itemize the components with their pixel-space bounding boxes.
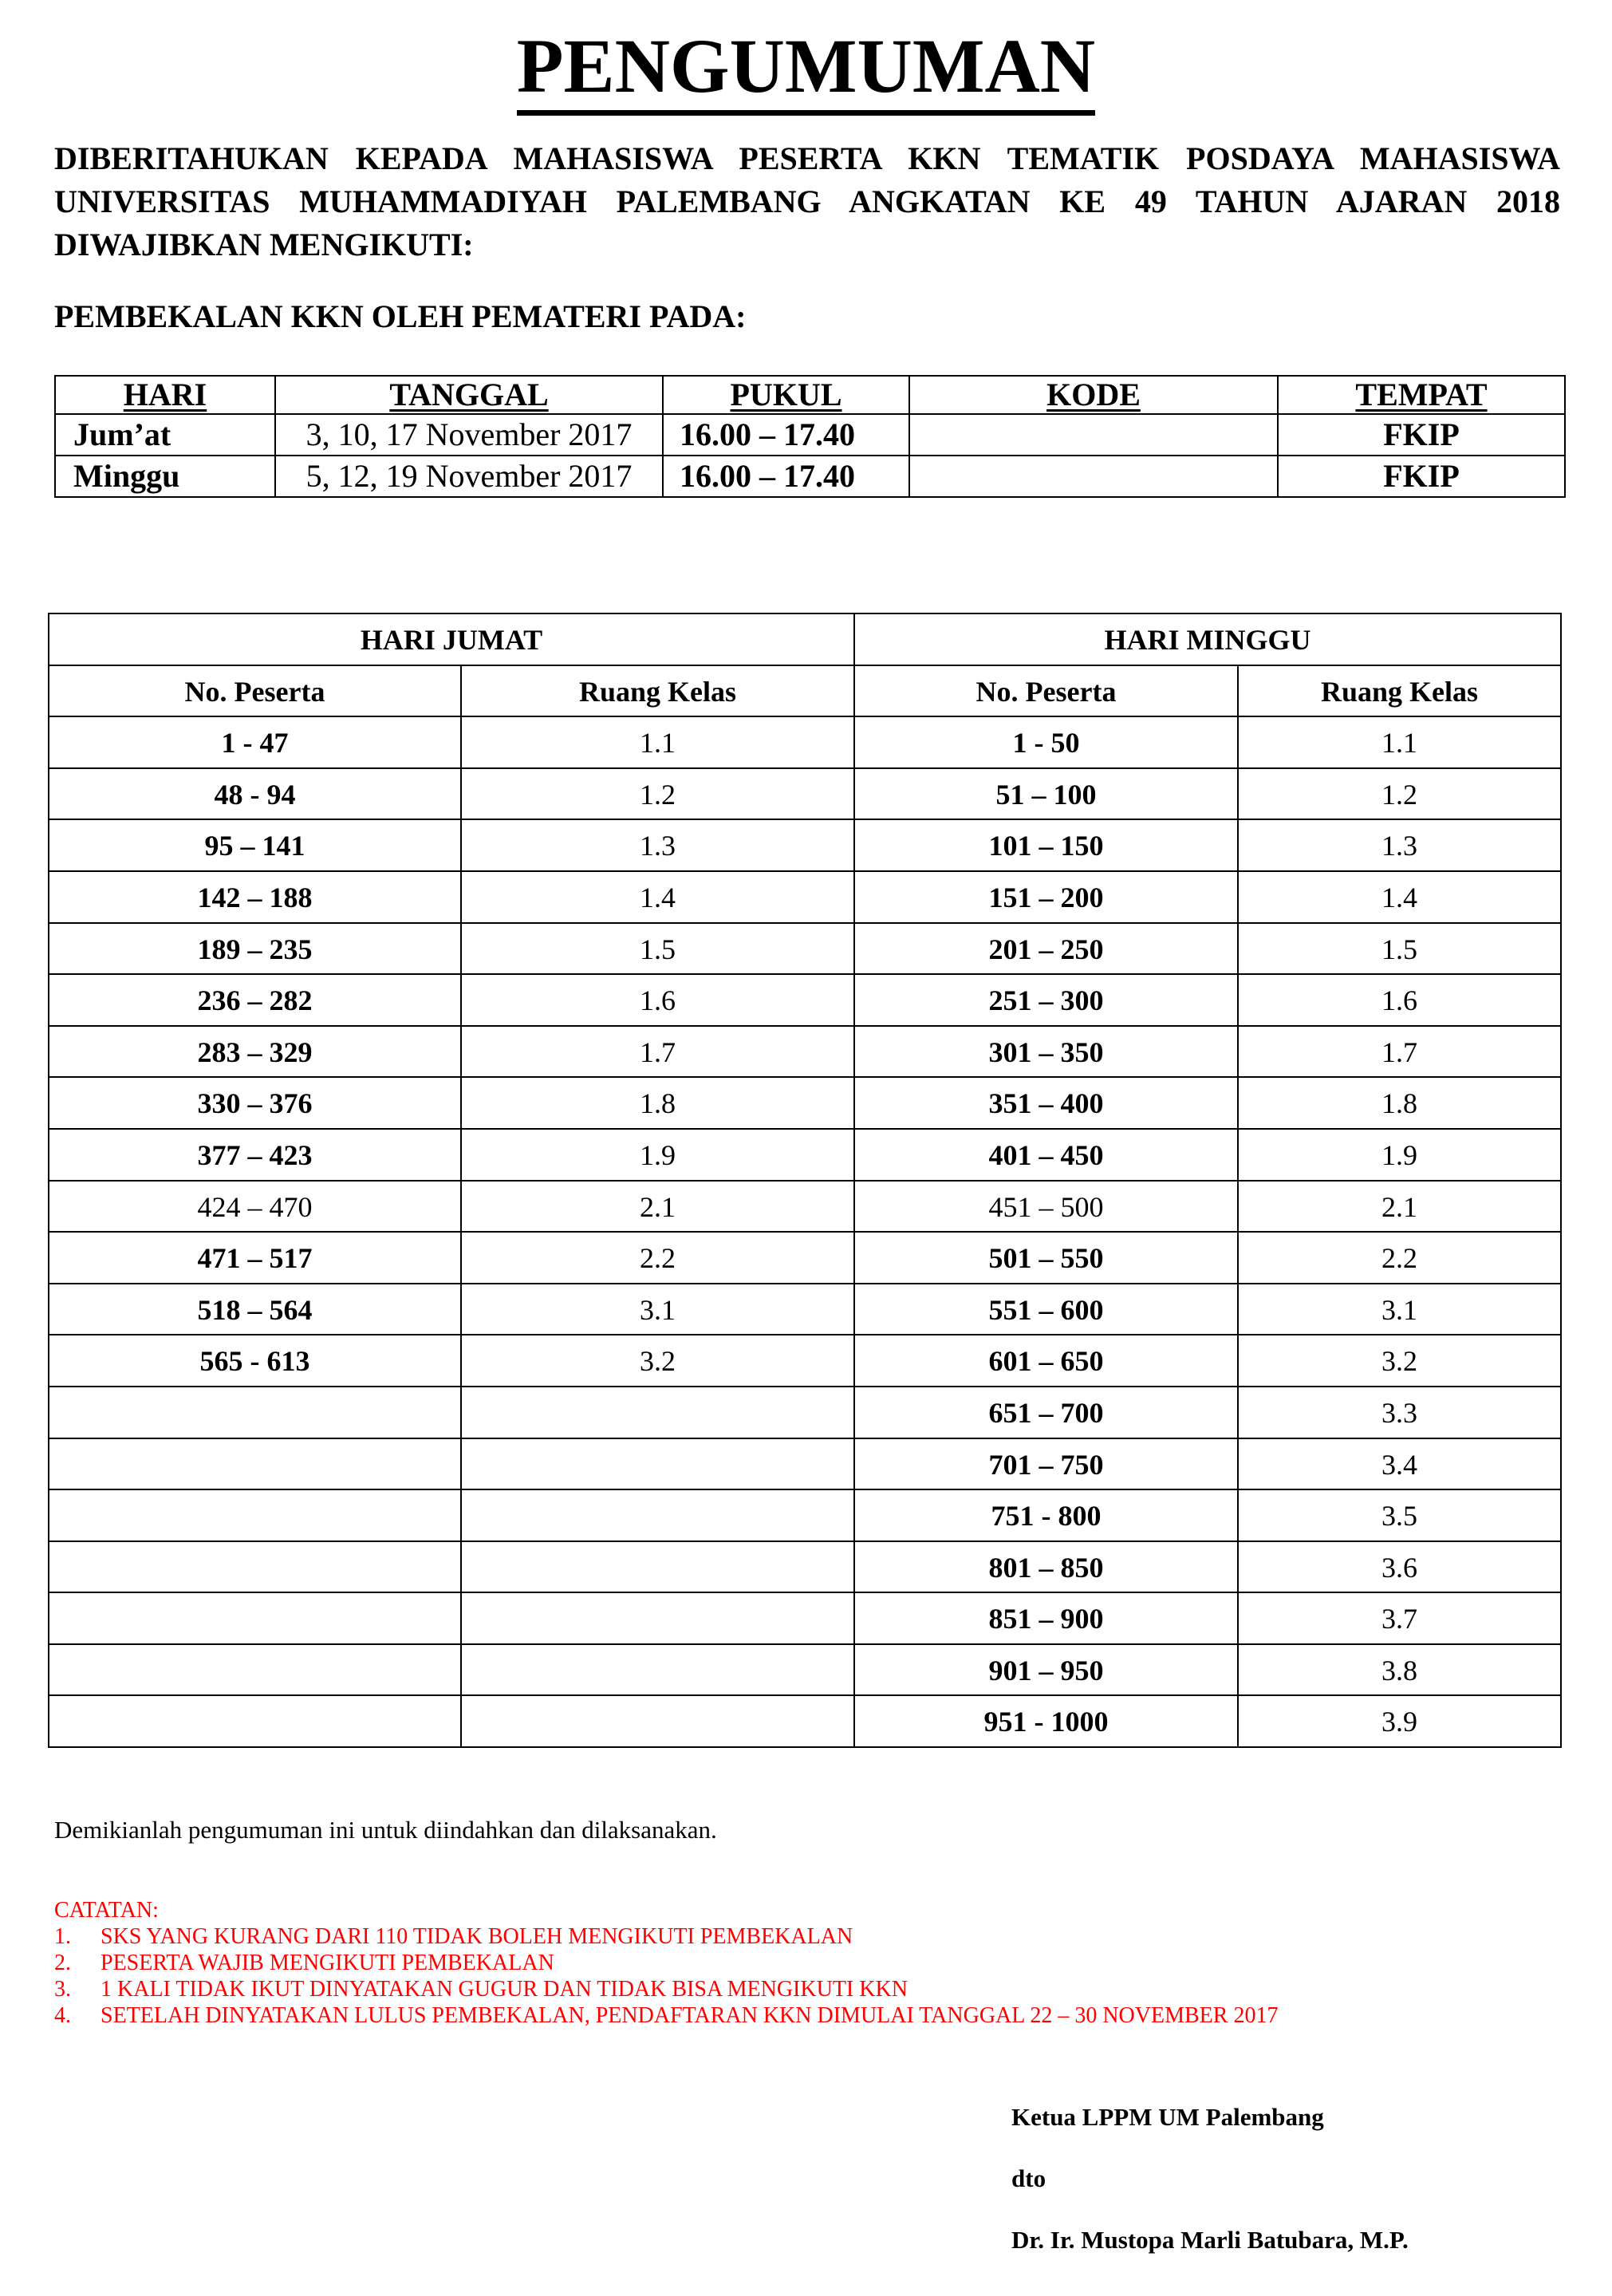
minggu-ruang-kelas: 3.9 — [1238, 1695, 1561, 1747]
minggu-ruang-kelas: 1.5 — [1238, 923, 1561, 975]
minggu-no-peserta: 751 - 800 — [854, 1489, 1238, 1541]
jumat-no-peserta — [49, 1541, 461, 1593]
jumat-ruang-kelas: 1.5 — [461, 923, 854, 975]
minggu-no-peserta: 801 – 850 — [854, 1541, 1238, 1593]
table-row — [49, 819, 1561, 871]
rooms-table — [48, 613, 1562, 1748]
jumat-ruang-kelas — [461, 1541, 854, 1593]
minggu-ruang-kelas: 3.7 — [1238, 1592, 1561, 1644]
minggu-no-peserta: 701 – 750 — [854, 1438, 1238, 1490]
schedule-header-row — [55, 376, 1565, 414]
minggu-no-peserta: 351 – 400 — [854, 1077, 1238, 1129]
minggu-no-peserta: 151 – 200 — [854, 871, 1238, 923]
jumat-ruang-kelas: 1.1 — [461, 716, 854, 768]
schedule-kode — [909, 456, 1278, 497]
note-item: 1. SKS YANG KURANG DARI 110 TIDAK BOLEH MENGIKUTI PEMBEKALAN — [54, 1924, 853, 1949]
minggu-ruang-kelas: 3.5 — [1238, 1489, 1561, 1541]
schedule-tempat: FKIP — [1278, 456, 1565, 497]
header-pukul: PUKUL — [663, 376, 909, 414]
jumat-no-peserta: 48 - 94 — [49, 768, 461, 820]
minggu-no-peserta: 51 – 100 — [854, 768, 1238, 820]
signature-note: dto — [1011, 2164, 1046, 2192]
rooms-group-header-row — [49, 613, 1561, 665]
note-item: 3. 1 KALI TIDAK IKUT DINYATAKAN GUGUR DAN TIDAK BISA MENGIKUTI KKN — [54, 1977, 908, 2002]
jumat-ruang-kelas: 3.1 — [461, 1284, 854, 1335]
jumat-ruang-kelas — [461, 1695, 854, 1747]
group-header-jumat: HARI JUMAT — [49, 613, 854, 665]
schedule-row — [55, 456, 1565, 497]
intro-paragraph: DIBERITAHUKAN KEPADA MAHASISWA PESERTA KKN TEMATIK POSDAYA MAHASISWA UNIVERSITAS MUHAMMADIYAH PALEMBANG ANGKATAN KE 49 TAHUN AJARAN 2018 DIWAJIBKAN MENGIKUTI: — [54, 140, 1560, 262]
jumat-no-peserta: 95 – 141 — [49, 819, 461, 871]
jumat-no-peserta — [49, 1387, 461, 1438]
minggu-ruang-kelas: 3.3 — [1238, 1387, 1561, 1438]
subheading: PEMBEKALAN KKN OLEH PEMATERI PADA: — [54, 298, 747, 334]
minggu-no-peserta: 201 – 250 — [854, 923, 1238, 975]
header-tanggal: TANGGAL — [275, 376, 663, 414]
table-row — [49, 1232, 1561, 1284]
minggu-ruang-kelas: 1.1 — [1238, 716, 1561, 768]
notes-heading: CATATAN: — [54, 1898, 159, 1923]
schedule-pukul: 16.00 – 17.40 — [663, 456, 909, 497]
minggu-ruang-kelas: 1.4 — [1238, 871, 1561, 923]
minggu-ruang-kelas: 1.8 — [1238, 1077, 1561, 1129]
jumat-no-peserta: 330 – 376 — [49, 1077, 461, 1129]
table-row — [49, 1077, 1561, 1129]
schedule-tempat: FKIP — [1278, 414, 1565, 456]
jumat-no-peserta — [49, 1695, 461, 1747]
minggu-no-peserta: 251 – 300 — [854, 974, 1238, 1026]
jumat-ruang-kelas: 1.3 — [461, 819, 854, 871]
closing-statement: Demikianlah pengumuman ini untuk diindahkan dan dilaksanakan. — [54, 1816, 717, 1844]
jumat-no-peserta: 1 - 47 — [49, 716, 461, 768]
minggu-ruang-kelas: 3.1 — [1238, 1284, 1561, 1335]
jumat-no-peserta: 471 – 517 — [49, 1232, 461, 1284]
jumat-ruang-kelas: 1.4 — [461, 871, 854, 923]
table-row — [49, 1129, 1561, 1181]
jumat-no-peserta — [49, 1438, 461, 1490]
col-header-minggu-room: Ruang Kelas — [1238, 665, 1561, 717]
minggu-no-peserta: 601 – 650 — [854, 1335, 1238, 1387]
jumat-no-peserta: 424 – 470 — [49, 1181, 461, 1233]
note-item: 2. PESERTA WAJIB MENGIKUTI PEMBEKALAN — [54, 1951, 554, 1975]
jumat-ruang-kelas: 2.1 — [461, 1181, 854, 1233]
jumat-ruang-kelas: 1.2 — [461, 768, 854, 820]
minggu-no-peserta: 551 – 600 — [854, 1284, 1238, 1335]
jumat-no-peserta: 283 – 329 — [49, 1026, 461, 1078]
jumat-ruang-kelas: 2.2 — [461, 1232, 854, 1284]
minggu-ruang-kelas: 3.2 — [1238, 1335, 1561, 1387]
minggu-no-peserta: 1 - 50 — [854, 716, 1238, 768]
minggu-no-peserta: 401 – 450 — [854, 1129, 1238, 1181]
table-row — [49, 1387, 1561, 1438]
minggu-no-peserta: 851 – 900 — [854, 1592, 1238, 1644]
minggu-no-peserta: 501 – 550 — [854, 1232, 1238, 1284]
schedule-tanggal: 3, 10, 17 November 2017 — [275, 414, 663, 456]
signature-position: Ketua LPPM UM Palembang — [1011, 2103, 1324, 2131]
header-hari: HARI — [55, 376, 275, 414]
minggu-no-peserta: 651 – 700 — [854, 1387, 1238, 1438]
minggu-ruang-kelas: 1.3 — [1238, 819, 1561, 871]
jumat-no-peserta — [49, 1489, 461, 1541]
table-row — [49, 768, 1561, 820]
jumat-no-peserta: 377 – 423 — [49, 1129, 461, 1181]
table-row — [49, 1489, 1561, 1541]
jumat-ruang-kelas: 1.9 — [461, 1129, 854, 1181]
jumat-no-peserta: 565 - 613 — [49, 1335, 461, 1387]
jumat-ruang-kelas — [461, 1438, 854, 1490]
table-row — [49, 1026, 1561, 1078]
table-row — [49, 923, 1561, 975]
jumat-no-peserta — [49, 1644, 461, 1696]
minggu-ruang-kelas: 1.9 — [1238, 1129, 1561, 1181]
table-row — [49, 974, 1561, 1026]
header-kode: KODE — [909, 376, 1278, 414]
minggu-ruang-kelas: 1.7 — [1238, 1026, 1561, 1078]
schedule-kode — [909, 414, 1278, 456]
col-header-jumat-no: No. Peserta — [49, 665, 461, 717]
minggu-no-peserta: 451 – 500 — [854, 1181, 1238, 1233]
table-row — [49, 1438, 1561, 1490]
table-row — [49, 1644, 1561, 1696]
schedule-pukul: 16.00 – 17.40 — [663, 414, 909, 456]
schedule-hari: Jum’at — [55, 414, 275, 456]
table-row — [49, 1695, 1561, 1747]
schedule-hari: Minggu — [55, 456, 275, 497]
schedule-row — [55, 414, 1565, 456]
jumat-no-peserta: 142 – 188 — [49, 871, 461, 923]
table-row — [49, 1592, 1561, 1644]
jumat-ruang-kelas: 1.8 — [461, 1077, 854, 1129]
minggu-ruang-kelas: 2.2 — [1238, 1232, 1561, 1284]
jumat-ruang-kelas — [461, 1489, 854, 1541]
minggu-no-peserta: 301 – 350 — [854, 1026, 1238, 1078]
header-tempat: TEMPAT — [1278, 376, 1565, 414]
group-header-minggu: HARI MINGGU — [854, 613, 1561, 665]
col-header-minggu-no: No. Peserta — [854, 665, 1238, 717]
notes-section — [54, 1897, 1278, 2029]
jumat-ruang-kelas — [461, 1387, 854, 1438]
jumat-ruang-kelas: 1.6 — [461, 974, 854, 1026]
jumat-ruang-kelas: 3.2 — [461, 1335, 854, 1387]
jumat-ruang-kelas: 1.7 — [461, 1026, 854, 1078]
col-header-jumat-room: Ruang Kelas — [461, 665, 854, 717]
jumat-no-peserta: 518 – 564 — [49, 1284, 461, 1335]
schedule-table — [54, 375, 1566, 498]
minggu-ruang-kelas: 3.4 — [1238, 1438, 1561, 1490]
jumat-ruang-kelas — [461, 1644, 854, 1696]
table-row — [49, 716, 1561, 768]
minggu-ruang-kelas: 1.6 — [1238, 974, 1561, 1026]
jumat-no-peserta: 236 – 282 — [49, 974, 461, 1026]
minggu-no-peserta: 951 - 1000 — [854, 1695, 1238, 1747]
note-item: 4. SETELAH DINYATAKAN LULUS PEMBEKALAN, PENDAFTARAN KKN DIMULAI TANGGAL 22 – 30 NOVEMBER 2017 — [54, 2003, 1279, 2028]
minggu-no-peserta: 901 – 950 — [854, 1644, 1238, 1696]
minggu-no-peserta: 101 – 150 — [854, 819, 1238, 871]
table-row — [49, 1181, 1561, 1233]
minggu-ruang-kelas: 3.8 — [1238, 1644, 1561, 1696]
jumat-no-peserta — [49, 1592, 461, 1644]
jumat-no-peserta: 189 – 235 — [49, 923, 461, 975]
page-title: PENGUMUMAN — [0, 22, 1612, 110]
minggu-ruang-kelas: 2.1 — [1238, 1181, 1561, 1233]
table-row — [49, 1284, 1561, 1335]
table-row — [49, 871, 1561, 923]
rooms-col-header-row — [49, 665, 1561, 717]
table-row — [49, 1335, 1561, 1387]
table-row — [49, 1541, 1561, 1593]
minggu-ruang-kelas: 3.6 — [1238, 1541, 1561, 1593]
signature-name: Dr. Ir. Mustopa Marli Batubara, M.P. — [1011, 2226, 1409, 2254]
minggu-ruang-kelas: 1.2 — [1238, 768, 1561, 820]
jumat-ruang-kelas — [461, 1592, 854, 1644]
schedule-tanggal: 5, 12, 19 November 2017 — [275, 456, 663, 497]
